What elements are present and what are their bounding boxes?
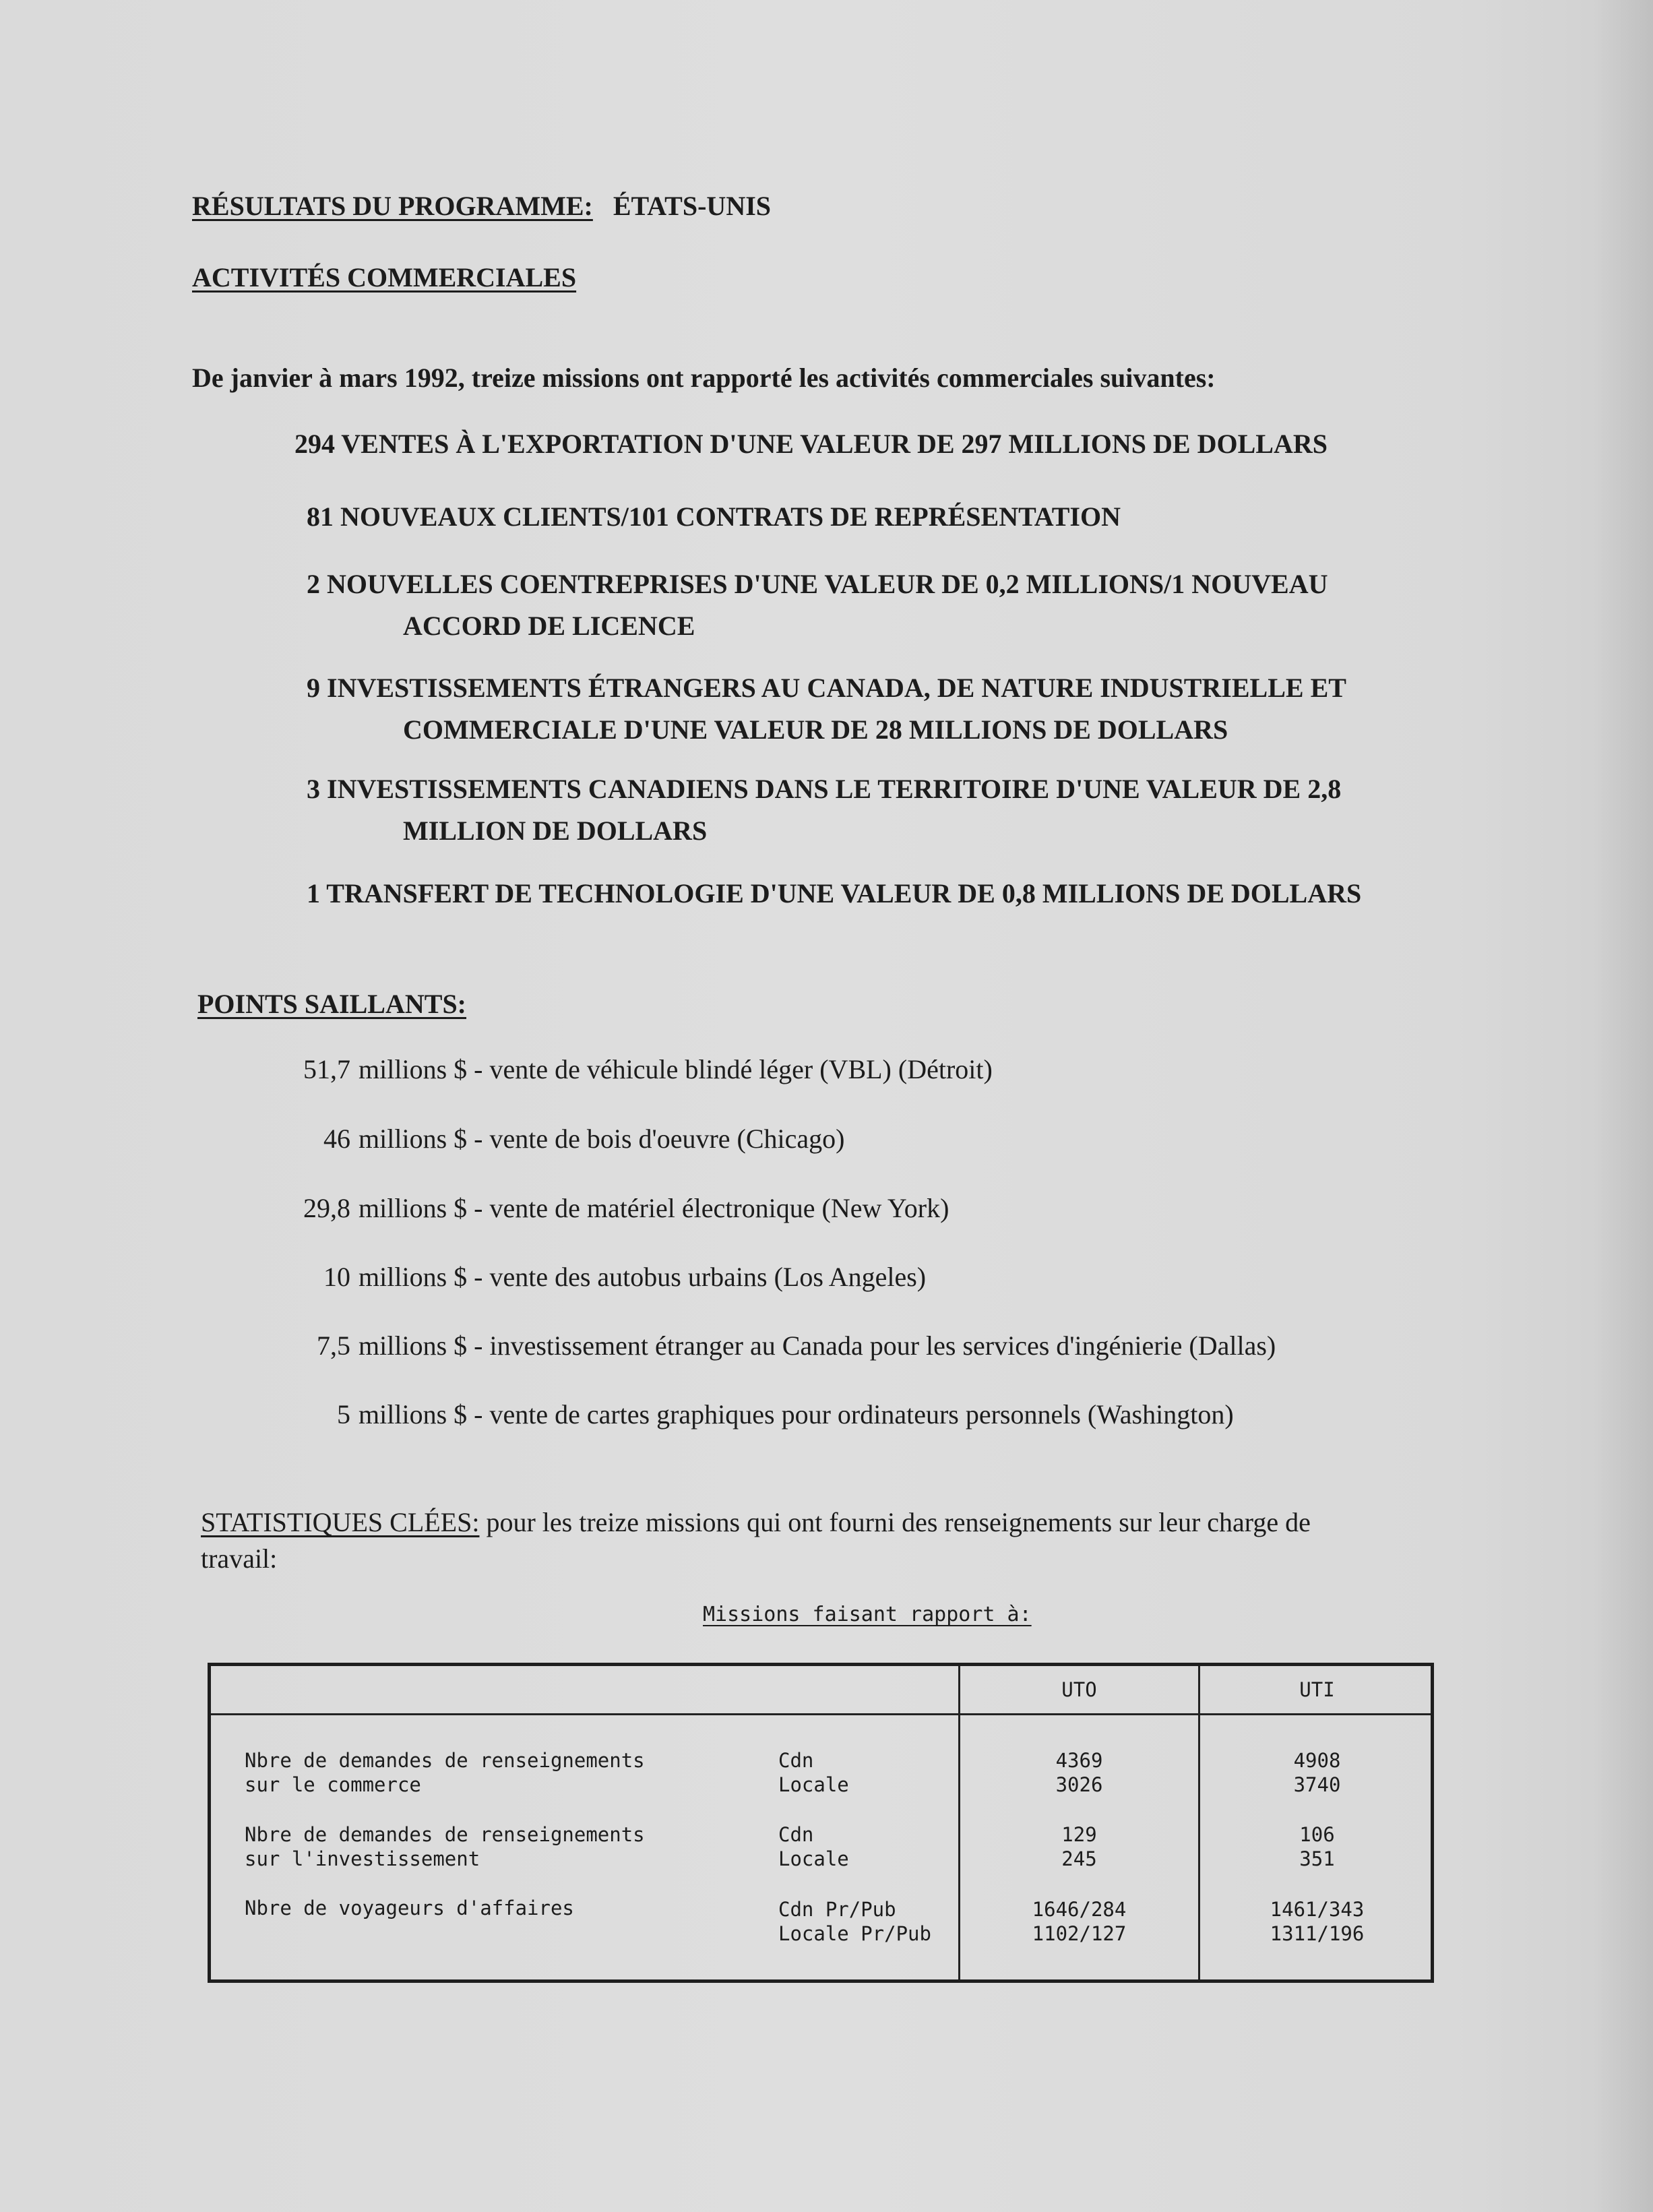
row-label-continued: sur l'investissement [245, 1847, 480, 1870]
activity-item [294, 423, 1440, 465]
table-caption: Missions faisant rapport à: [703, 1603, 1032, 1626]
column-header-uti: UTI [1299, 1678, 1335, 1701]
highlight-amount: 7,5 [317, 1330, 350, 1361]
highlight-text: millions $ - vente de matériel électronique (New York) [358, 1193, 949, 1223]
uti-value: 106 [1299, 1823, 1335, 1846]
uti-value: 351 [1299, 1847, 1335, 1870]
highlight-text: millions $ - vente de cartes graphiques pour ordinateurs personnels (Washington) [358, 1399, 1234, 1430]
stats-table [208, 1663, 1434, 1983]
highlight-text: millions $ - vente des autobus urbains (Los Angeles) [358, 1262, 927, 1292]
activity-count: 1 [307, 878, 320, 909]
intro-text: De janvier à mars 1992, treize missions ont rapporté les activités commerciales suivantes: [192, 363, 1216, 393]
highlights-heading: POINTS SAILLANTS: [197, 989, 467, 1019]
activity-text-continued: MILLION DE DOLLARS [403, 816, 708, 846]
activity-text-continued: COMMERCIALE D'UNE VALEUR DE 28 MILLIONS DE DOLLARS [403, 714, 1228, 745]
row-subcategory: Cdn Pr/Pub [778, 1898, 896, 1921]
row-subcategory: Locale [778, 1773, 849, 1796]
activity-item [307, 667, 1452, 751]
highlight-amount: 46 [323, 1124, 350, 1154]
activity-count: 294 [294, 429, 335, 459]
row-label-continued: sur le commerce [245, 1773, 421, 1796]
row-label: Nbre de demandes de renseignements [245, 1823, 645, 1846]
row-label: Nbre de voyageurs d'affaires [245, 1897, 574, 1919]
page-edge-shadow [1592, 0, 1653, 2212]
row-subcategory: Cdn [778, 1749, 814, 1772]
activity-item [307, 563, 1452, 647]
title-label: RÉSULTATS DU PROGRAMME: [192, 191, 593, 221]
stats-heading: STATISTIQUES CLÉES: [201, 1507, 480, 1537]
activity-text: INVESTISSEMENTS ÉTRANGERS AU CANADA, DE NATURE INDUSTRIELLE ET [327, 673, 1346, 703]
row-subcategory: Cdn [778, 1823, 814, 1846]
activity-count: 9 [307, 673, 320, 703]
activity-text: NOUVELLES COENTREPRISES D'UNE VALEUR DE 0,2 MILLIONS/1 NOUVEAU [327, 569, 1328, 599]
column-header-uto: UTO [1061, 1678, 1097, 1701]
activity-item [307, 496, 1452, 538]
row-subcategory: Locale [778, 1847, 849, 1870]
activity-item [307, 768, 1452, 852]
stats-paragraph [201, 1504, 1501, 1577]
row-subcategory: Locale Pr/Pub [778, 1922, 931, 1945]
stats-text: pour les treize missions qui ont fourni des renseignements sur leur charge de [486, 1507, 1311, 1537]
uto-value: 4369 [1055, 1749, 1103, 1772]
table-header-divider [211, 1713, 1431, 1715]
page-title [192, 190, 771, 222]
highlight-amount: 51,7 [303, 1054, 350, 1084]
highlight-text: millions $ - investissement étranger au Canada pour les services d'ingénierie (Dallas) [358, 1330, 1276, 1361]
activity-text: INVESTISSEMENTS CANADIENS DANS LE TERRITOIRE D'UNE VALEUR DE 2,8 [327, 774, 1342, 804]
highlight-text: millions $ - vente de véhicule blindé léger (VBL) (Détroit) [358, 1054, 993, 1084]
activity-text: TRANSFERT DE TECHNOLOGIE D'UNE VALEUR DE 0,8 MILLIONS DE DOLLARS [326, 878, 1362, 909]
uti-value: 1461/343 [1270, 1898, 1365, 1921]
highlight-text: millions $ - vente de bois d'oeuvre (Chicago) [358, 1124, 845, 1154]
highlight-amount: 10 [323, 1262, 350, 1292]
uti-value: 3740 [1293, 1773, 1341, 1796]
uto-value: 245 [1061, 1847, 1097, 1870]
uto-value: 129 [1061, 1823, 1097, 1846]
uto-value: 1102/127 [1032, 1922, 1127, 1945]
stats-text-continued: travail: [201, 1543, 278, 1574]
activity-count: 81 [307, 501, 334, 532]
highlight-amount: 5 [337, 1399, 350, 1430]
uto-value: 1646/284 [1032, 1898, 1127, 1921]
activity-text: NOUVEAUX CLIENTS/101 CONTRATS DE REPRÉSENTATION [340, 501, 1121, 532]
activity-count: 2 [307, 569, 320, 599]
highlight-amount: 29,8 [303, 1193, 350, 1223]
activity-text-continued: ACCORD DE LICENCE [403, 611, 695, 641]
row-label: Nbre de demandes de renseignements [245, 1749, 645, 1772]
activity-text: VENTES À L'EXPORTATION D'UNE VALEUR DE 297 MILLIONS DE DOLLARS [341, 429, 1328, 459]
activity-item [307, 873, 1452, 915]
uti-value: 1311/196 [1270, 1922, 1365, 1945]
title-region: ÉTATS-UNIS [613, 191, 772, 221]
activity-count: 3 [307, 774, 320, 804]
uto-value: 3026 [1055, 1773, 1103, 1796]
section-subtitle: ACTIVITÉS COMMERCIALES [192, 262, 577, 293]
uti-value: 4908 [1293, 1749, 1341, 1772]
